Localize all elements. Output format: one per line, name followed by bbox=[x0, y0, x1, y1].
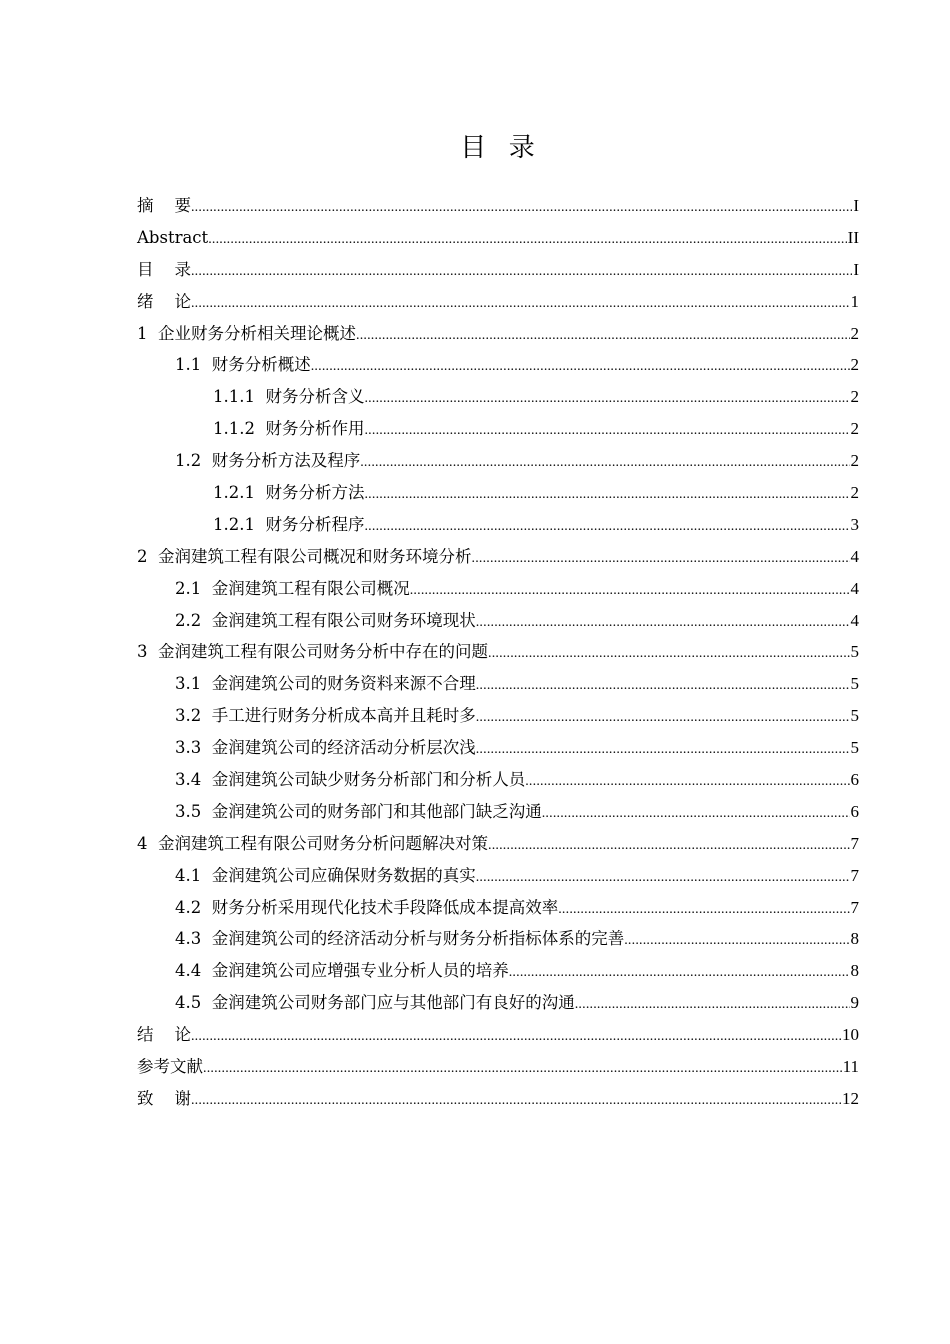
toc-entry-title: 3.2 手工进行财务分析成本高并且耗时多 bbox=[175, 706, 476, 726]
toc-entry-page: I bbox=[853, 259, 859, 279]
toc-entry-title: 3.5 金润建筑公司的财务部门和其他部门缺乏沟通 bbox=[175, 801, 542, 821]
table-of-contents bbox=[137, 190, 859, 1115]
toc-leader-dots bbox=[364, 479, 849, 511]
toc-entry-page: 8 bbox=[850, 929, 859, 949]
toc-entry-chapter-2[interactable] bbox=[137, 541, 859, 573]
toc-entry-page: 8 bbox=[850, 961, 859, 981]
toc-leader-dots bbox=[364, 415, 849, 447]
toc-entry-abstract-en[interactable] bbox=[137, 222, 859, 254]
toc-entry-page: 2 bbox=[850, 323, 859, 343]
toc-entry-title: 2 金润建筑工程有限公司概况和财务环境分析 bbox=[137, 546, 472, 566]
toc-entry-page: 10 bbox=[842, 1025, 859, 1045]
toc-leader-dots bbox=[311, 351, 850, 383]
toc-entry-page: II bbox=[847, 227, 859, 247]
toc-leader-dots bbox=[208, 224, 846, 256]
toc-entry-page: 7 bbox=[850, 833, 859, 853]
toc-leader-dots bbox=[525, 766, 849, 798]
toc-entry-section-3-3[interactable] bbox=[137, 732, 859, 764]
toc-entry-page: 9 bbox=[850, 993, 859, 1013]
toc-leader-dots bbox=[488, 830, 850, 862]
toc-entry-title: 3.1 金润建筑公司的财务资料来源不合理 bbox=[175, 674, 476, 694]
toc-leader-dots bbox=[410, 575, 850, 607]
toc-entry-title: 1.2.1 财务分析程序 bbox=[213, 514, 365, 534]
toc-entry-page: 2 bbox=[850, 387, 859, 407]
toc-leader-dots bbox=[191, 288, 850, 320]
toc-entry-section-4-4[interactable] bbox=[137, 955, 859, 987]
toc-entry-title: 1.2.1 财务分析方法 bbox=[213, 483, 365, 503]
toc-entry-title: 致 谢 bbox=[137, 1088, 191, 1108]
toc-entry-page: 4 bbox=[850, 546, 859, 566]
toc-entry-section-3-1[interactable] bbox=[137, 668, 859, 700]
toc-entry-page: 2 bbox=[850, 355, 859, 375]
toc-leader-dots bbox=[476, 734, 850, 766]
toc-entry-section-4-3[interactable] bbox=[137, 923, 859, 955]
toc-leader-dots bbox=[191, 1021, 841, 1053]
toc-entry-section-1-2[interactable] bbox=[137, 445, 859, 477]
toc-entry-chapter-4[interactable] bbox=[137, 828, 859, 860]
toc-entry-page: 6 bbox=[850, 801, 859, 821]
toc-entry-references[interactable] bbox=[137, 1051, 859, 1083]
toc-entry-page: 12 bbox=[842, 1088, 859, 1108]
toc-entry-page: 7 bbox=[850, 865, 859, 885]
toc-entry-page: 2 bbox=[850, 451, 859, 471]
toc-entry-title: 绪 论 bbox=[137, 291, 191, 311]
toc-entry-page: I bbox=[853, 196, 859, 215]
toc-entry-section-2-2[interactable] bbox=[137, 605, 859, 637]
toc-leader-dots bbox=[356, 320, 850, 352]
toc-entry-page: 2 bbox=[850, 483, 859, 503]
toc-entry-title: Abstract bbox=[137, 227, 209, 247]
toc-entry-introduction[interactable] bbox=[137, 286, 859, 318]
toc-entry-title: 1.1.2 财务分析作用 bbox=[213, 419, 365, 439]
toc-leader-dots bbox=[364, 511, 849, 543]
toc-entry-page: 5 bbox=[850, 674, 859, 694]
toc-leader-dots bbox=[203, 1053, 842, 1085]
toc-entry-section-3-5[interactable] bbox=[137, 796, 859, 828]
toc-entry-section-1-1-2[interactable] bbox=[137, 413, 859, 445]
page-title: 目 录 bbox=[460, 133, 537, 163]
toc-leader-dots bbox=[624, 925, 849, 957]
toc-leader-dots bbox=[472, 543, 850, 575]
toc-entry-title: 2.1 金润建筑工程有限公司概况 bbox=[175, 578, 410, 598]
toc-entry-page: 4 bbox=[850, 610, 859, 630]
toc-entry-title: 4.5 金润建筑公司财务部门应与其他部门有良好的沟通 bbox=[175, 993, 575, 1013]
toc-leader-dots bbox=[509, 957, 850, 989]
toc-entry-section-1-1-1[interactable] bbox=[137, 381, 859, 413]
toc-leader-dots bbox=[575, 989, 850, 1021]
toc-leader-dots bbox=[191, 1085, 841, 1117]
toc-entry-conclusion[interactable] bbox=[137, 1019, 859, 1051]
toc-entry-title: 4.3 金润建筑公司的经济活动分析与财务分析指标体系的完善 bbox=[175, 929, 625, 949]
toc-entry-title: 4.1 金润建筑公司应确保财务数据的真实 bbox=[175, 865, 476, 885]
toc-leader-dots bbox=[476, 862, 850, 894]
toc-entry-section-3-2[interactable] bbox=[137, 700, 859, 732]
toc-entry-title: 1.1 财务分析概述 bbox=[175, 355, 311, 375]
toc-entry-acknowledgements[interactable] bbox=[137, 1083, 859, 1115]
toc-leader-dots bbox=[476, 670, 850, 702]
toc-leader-dots bbox=[191, 192, 852, 224]
toc-entry-section-4-5[interactable] bbox=[137, 987, 859, 1019]
toc-entry-title: 1.1.1 财务分析含义 bbox=[213, 387, 365, 407]
toc-entry-section-1-2-2[interactable] bbox=[137, 509, 859, 541]
toc-entry-section-2-1[interactable] bbox=[137, 573, 859, 605]
toc-entry-title: 结 论 bbox=[137, 1025, 191, 1045]
toc-entry-page: 11 bbox=[842, 1057, 859, 1077]
toc-entry-contents[interactable] bbox=[137, 254, 859, 286]
toc-entry-page: 5 bbox=[850, 738, 859, 758]
toc-entry-title: 4.4 金润建筑公司应增强专业分析人员的培养 bbox=[175, 961, 509, 981]
toc-leader-dots bbox=[360, 447, 849, 479]
toc-entry-section-1-2-1[interactable] bbox=[137, 477, 859, 509]
toc-entry-page: 1 bbox=[850, 291, 859, 311]
toc-entry-abstract-cn[interactable] bbox=[137, 190, 859, 222]
toc-entry-title: 目 录 bbox=[137, 259, 191, 279]
toc-entry-title: 3.4 金润建筑公司缺少财务分析部门和分析人员 bbox=[175, 770, 526, 790]
toc-entry-title: 2.2 金润建筑工程有限公司财务环境现状 bbox=[175, 610, 476, 630]
toc-entry-title: 3 金润建筑工程有限公司财务分析中存在的问题 bbox=[137, 642, 488, 662]
toc-entry-title: 4.2 财务分析采用现代化技术手段降低成本提高效率 bbox=[175, 897, 559, 917]
toc-entry-title: 1.2 财务分析方法及程序 bbox=[175, 451, 361, 471]
toc-entry-page: 4 bbox=[850, 578, 859, 598]
toc-entry-page: 6 bbox=[850, 770, 859, 790]
toc-entry-section-3-4[interactable] bbox=[137, 764, 859, 796]
toc-leader-dots bbox=[364, 383, 849, 415]
toc-entry-page: 7 bbox=[850, 897, 859, 917]
toc-leader-dots bbox=[191, 256, 852, 288]
toc-entry-page: 3 bbox=[850, 514, 859, 534]
toc-entry-title: 3.3 金润建筑公司的经济活动分析层次浅 bbox=[175, 738, 476, 758]
toc-leader-dots bbox=[558, 894, 849, 926]
toc-entry-page: 5 bbox=[850, 642, 859, 662]
toc-entry-title: 4 金润建筑工程有限公司财务分析问题解决对策 bbox=[137, 833, 488, 853]
toc-entry-page: 5 bbox=[850, 706, 859, 726]
toc-entry-title: 摘 要 bbox=[137, 196, 191, 215]
toc-entry-title: 参考文献 bbox=[137, 1057, 203, 1077]
toc-entry-title: 1 企业财务分析相关理论概述 bbox=[137, 323, 356, 343]
toc-entry-section-4-1[interactable] bbox=[137, 860, 859, 892]
toc-entry-chapter-3[interactable] bbox=[137, 636, 859, 668]
toc-entry-section-1-1[interactable] bbox=[137, 349, 859, 381]
toc-entry-chapter-1[interactable] bbox=[137, 318, 859, 350]
toc-leader-dots bbox=[476, 607, 850, 639]
toc-leader-dots bbox=[542, 798, 850, 830]
toc-leader-dots bbox=[488, 638, 850, 670]
toc-leader-dots bbox=[476, 702, 850, 734]
toc-entry-section-4-2[interactable] bbox=[137, 892, 859, 924]
toc-entry-page: 2 bbox=[850, 419, 859, 439]
